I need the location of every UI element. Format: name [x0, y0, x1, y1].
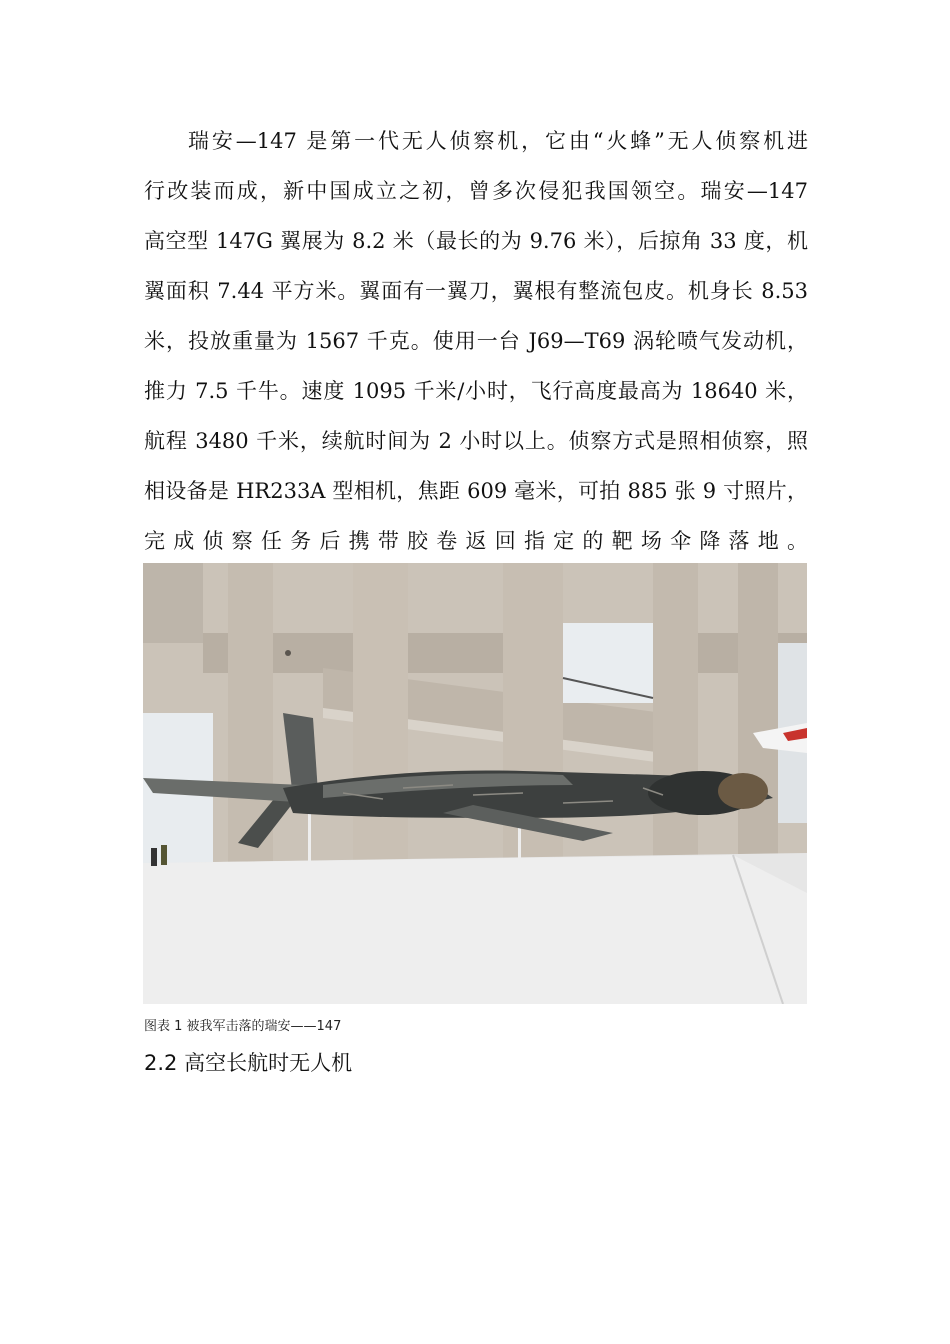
body-paragraph [144, 118, 808, 568]
paragraph-line: 翼面积 7.44 平方米。翼面有一翼刀，翼根有整流包皮。机身长 8.53 [144, 279, 808, 303]
paragraph-line: 相设备是 HR233A 型相机，焦距 609 毫米，可拍 885 张 9 寸照片， [144, 479, 808, 503]
paragraph-line: 瑞安—147 是第一代无人侦察机，它由“火蜂”无人侦察机进 [188, 129, 808, 153]
drone-wreckage-photo [143, 563, 807, 1004]
figure-caption: 图表 1 被我军击落的瑞安——147 [144, 1019, 342, 1034]
paragraph-line: 米，投放重量为 1567 千克。使用一台 J69—T69 涡轮喷气发动机， [144, 329, 808, 353]
paragraph-line: 行改装而成，新中国成立之初，曾多次侵犯我国领空。瑞安—147 [144, 179, 808, 203]
paragraph-line: 航程 3480 千米，续航时间为 2 小时以上。侦察方式是照相侦察，照 [144, 429, 808, 453]
section-heading: 2.2 高空长航时无人机 [144, 1051, 353, 1075]
paragraph-line: 完成侦察任务后携带胶卷返回指定的靶场伞降落地。 [144, 529, 808, 553]
paragraph-line: 高空型 147G 翼展为 8.2 米（最长的为 9.76 米），后掠角 33 度，机 [144, 229, 808, 253]
paragraph-line: 推力 7.5 千牛。速度 1095 千米/小时，飞行高度最高为 18640 米， [144, 379, 808, 403]
